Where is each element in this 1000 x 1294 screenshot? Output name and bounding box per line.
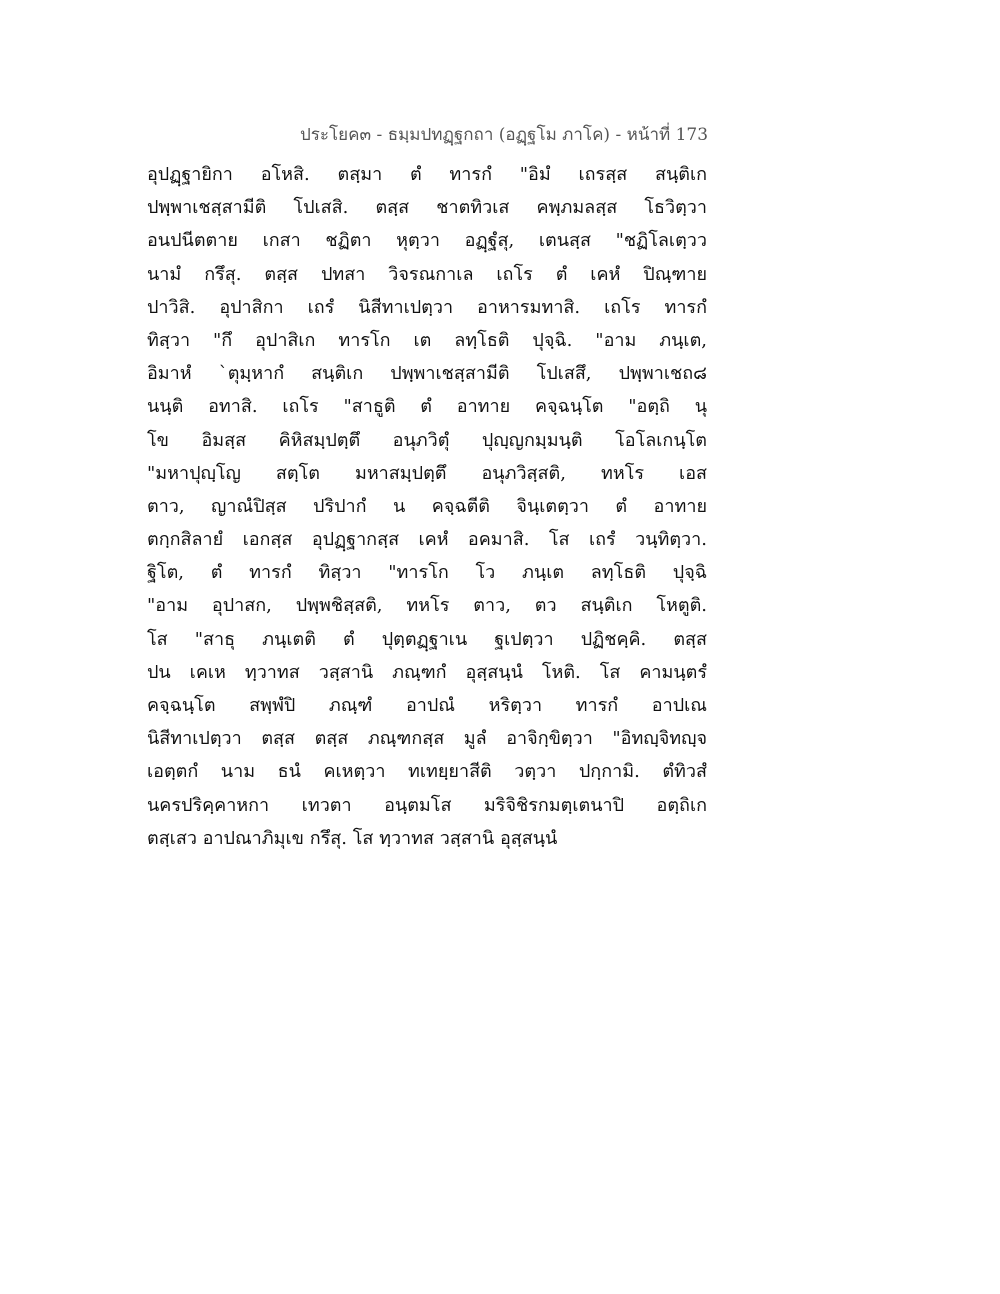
text-line: ปน เคเห ทฺวาทส วสฺสานิ ภณฺฑกํ อุสฺสนฺนํ โหติ. โส คามนฺตรํ (147, 661, 707, 683)
text-line: นามํ กรึสุ. ตสฺส ปทสา วิจรณกาเล เถโร ตํ เคหํ ปิณฺฑาย (147, 263, 707, 285)
text-line: ปพฺพาเชสฺสามีติ โปเสสิ. ตสฺส ชาตทิวเส คพฺภมลสฺส โธวิตฺวา (147, 197, 707, 219)
text-line: ปาวิสิ. อุปาสิกา เถรํ นิสีทาเปตฺวา อาหารมทาสิ. เถโร ทารกํ (147, 296, 707, 318)
text-line: ตาว, ญาณํปิสฺส ปริปากํ น คจฺฉตีติ จินฺเตตฺวา ตํ อาทาย (147, 495, 707, 517)
text-line: เอตฺตกํ นาม ธนํ คเหตฺวา ทเทยฺยาสีติ วตฺวา ปกฺกามิ. ตํทิวสํ (147, 761, 707, 783)
text-line: "อาม อุปาสก, ปพฺพชิสฺสติ, ทหโร ตาว, ตว สนฺติเก โหตูติ. (147, 595, 707, 617)
body-text (147, 158, 707, 855)
text-line: นนฺติ อทาสิ. เถโร "สาธูติ ตํ อาทาย คจฺฉนฺโต "อตฺถิ นุ (147, 396, 707, 418)
text-line: "มหาปุญฺโญ สตฺโต มหาสมฺปตฺตึ อนุภวิสฺสติ, ทหโร เอส (147, 462, 707, 484)
text-line: ตสฺเสว อาปณาภิมุเข กรึสุ. โส ทฺวาทส วสฺสานิ อุสฺสนฺนํ (147, 827, 558, 849)
text-line: ทิสฺวา "กึ อุปาสิเก ทารโก เต ลทฺโธติ ปุจฺฉิ. "อาม ภนฺเต, (147, 329, 707, 351)
text-line: โข อิมสฺส คิหิสมฺปตฺตึ อนุภวิตุํ ปุญฺญกมฺมนฺติ โอโลเกนฺโต (147, 429, 707, 451)
text-line: อนปนีตตาย เกสา ชฏิตา หุตฺวา อฏฺฐํสุ, เตนสฺส "ชฏิโลเตฺวว (147, 230, 707, 252)
text-line: นครปริคฺคาหกา เทวตา อนฺตมโส มริจิชิรกมตฺเตนาปิ อตฺถิเก (147, 794, 707, 816)
text-line: นิสีทาเปตฺวา ตสฺส ตสฺส ภณฺฑกสฺส มูลํ อาจิกฺขิตฺวา "อิทญฺจิทญฺจ (147, 728, 707, 750)
text-line: อิมาหํ `ตุมฺหากํ สนฺติเก ปพฺพาเชสฺสามีติ โปเสสึ, ปพฺพาเชถ๘ (147, 363, 707, 385)
running-header: ประโยค๓ - ธมฺมปทฏฺฐกถา (อฏฺฐโม ภาโค) - หน้าที่ 173 (300, 125, 709, 145)
text-line: ตกฺกสิลายํ เอกสฺส อุปฏฺฐากสฺส เคหํ อคมาสิ. โส เถรํ วนฺทิตฺวา. (147, 529, 707, 551)
text-line: โส "สาธุ ภนฺเตติ ตํ ปุตฺตฏฺฐาเน ฐเปตฺวา ปฏิชคฺคิ. ตสฺส (147, 628, 707, 650)
text-line: คจฺฉนฺโต สพฺพํปิ ภณฺฑํ อาปณํ หริตฺวา ทารกํ อาปเณ (147, 695, 707, 716)
text-line: อุปฏฺฐายิกา อโหสิ. ตสฺมา ตํ ทารกํ "อิมํ เถรสฺส สนฺติเก (147, 164, 707, 185)
text-line: ฐิโต, ตํ ทารกํ ทิสฺวา "ทารโก โว ภนฺเต ลทฺโธติ ปุจฺฉิ (147, 562, 707, 584)
